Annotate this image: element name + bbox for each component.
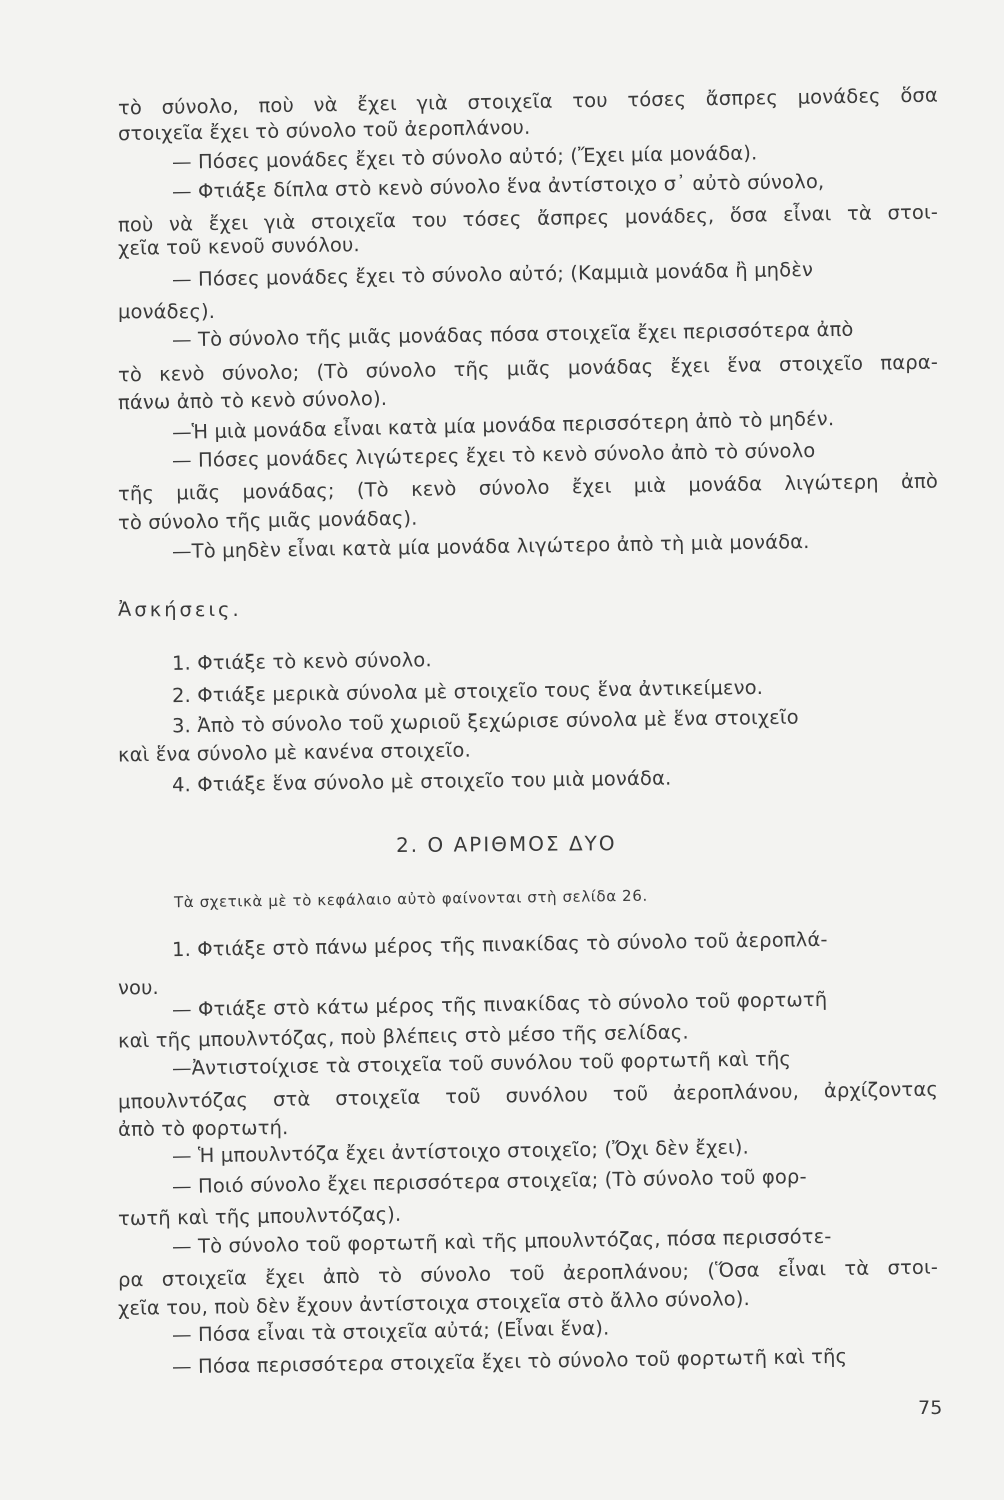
chapter-heading: 2. Ο ΑΡΙΘΜΟΣ ΔΥΟ	[395, 831, 617, 857]
body-line: —Ἀντιστοίχισε τὰ στοιχεῖα τοῦ συνόλου τοῦ φορτωτῆ καὶ τῆς	[171, 1047, 792, 1080]
body-line: τὸ σύνολο τῆς μιᾶς μονάδας).	[117, 506, 418, 535]
body-line: — Πόσες μονάδες ἔχει τὸ σύνολο αὐτό; (Ἔχει μία μονάδα).	[171, 141, 758, 174]
body-line: ποὺ νὰ ἔχει γιὰ στοιχεῖα του τόσες ἄσπρες μονάδες, ὅσα εἶναι τὰ στοι-	[117, 200, 939, 237]
chapter-note: Τὰ σχετικὰ μὲ τὸ κεφάλαιο αὐτὸ φαίνονται στὴ σελίδα 26.	[173, 886, 648, 912]
body-line: — Τὸ σύνολο τῆς μιᾶς μονάδας πόσα στοιχεῖα ἔχει περισσότερα ἀπὸ	[171, 317, 854, 352]
body-line: — Φτιάξε δίπλα στὸ κενὸ σύνολο ἕνα ἀντίστοιχο σ᾽ αὐτὸ σύνολο,	[171, 169, 825, 204]
body-line: — Ἡ μπουλντόζα ἔχει ἀντίστοιχο στοιχεῖο; (Ὄχι δὲν ἔχει).	[171, 1135, 750, 1168]
body-line: μπουλντόζας στὰ στοιχεῖα τοῦ συνόλου τοῦ ἀεροπλάνου, ἀρχίζοντας	[117, 1077, 939, 1114]
body-line: — Πόσες μονάδες λιγώτερες ἔχει τὸ κενὸ σύνολο ἀπὸ τὸ σύνολο	[171, 438, 816, 473]
body-line: καὶ τῆς μπουλντόζας, ποὺ βλέπεις στὸ μέσο τῆς σελίδας.	[117, 1020, 689, 1053]
body-line: — Πόσες μονάδες ἔχει τὸ σύνολο αὐτό; (Καμμιὰ μονάδα ἢ μηδὲν	[171, 257, 814, 292]
body-line: χεῖα τοῦ κενοῦ συνόλου.	[117, 233, 360, 260]
body-line: μονάδες).	[118, 300, 216, 323]
body-line: τὸ κενὸ σύνολο; (Τὸ σύνολο τῆς μιᾶς μονάδας ἔχει ἕνα στοιχεῖο παρα-	[117, 350, 939, 387]
exercise-item: 4. Φτιάξε ἕνα σύνολο μὲ στοιχεῖο του μιὰ μονάδα.	[171, 766, 672, 797]
body-line: —Τὸ μηδὲν εἶναι κατὰ μία μονάδα λιγώτερο ἀπὸ τὴ μιὰ μονάδα.	[171, 529, 810, 564]
body-line: χεῖα του, ποὺ δὲν ἔχουν ἀντίστοιχα στοιχεῖα στὸ ἄλλο σύνολο).	[117, 1287, 751, 1320]
exercises-title: Ἀσκήσεις.	[118, 598, 242, 621]
body-line: ρα στοιχεῖα ἔχει ἀπὸ τὸ σύνολο τοῦ ἀεροπλάνου; (Ὅσα εἶναι τὰ στοι-	[117, 1255, 939, 1292]
exercise-item: 2. Φτιάξε μερικὰ σύνολα μὲ στοιχεῖο τους ἕνα ἀντικείμενο.	[171, 675, 764, 708]
body-line: 1. Φτιάξε στὸ πάνω μέρος τῆς πινακίδας τὸ σύνολο τοῦ ἀεροπλά-	[171, 927, 828, 962]
body-line: τὸ σύνολο, ποὺ νὰ ἔχει γιὰ στοιχεῖα του τόσες ἄσπρες μονάδες ὅσα	[117, 83, 939, 120]
body-line: στοιχεῖα ἔχει τὸ σύνολο τοῦ ἀεροπλάνου.	[117, 115, 531, 146]
body-line: — Πόσα περισσότερα στοιχεῖα ἔχει τὸ σύνολο τοῦ φορτωτῆ καὶ τῆς	[171, 1344, 848, 1379]
page-number: 75	[918, 1397, 943, 1419]
body-line: ἀπὸ τὸ φορτωτή.	[117, 1116, 289, 1141]
body-line: — Πόσα εἶναι τὰ στοιχεῖα αὐτά; (Εἶναι ἕνα).	[171, 1316, 610, 1347]
body-line: τῆς μιᾶς μονάδας; (Τὸ κενὸ σύνολο ἔχει μιὰ μονάδα λιγώτερη ἀπὸ	[117, 469, 939, 506]
body-line: — Τὸ σύνολο τοῦ φορτωτῆ καὶ τῆς μπουλντόζας, πόσα περισσότε-	[171, 1224, 832, 1259]
body-line: τωτῆ καὶ τῆς μπουλντόζας).	[117, 1202, 402, 1231]
exercise-item: 1. Φτιάξε τὸ κενὸ σύνολο.	[171, 648, 432, 675]
body-line: — Ποιό σύνολο ἔχει περισσότερα στοιχεῖα; (Τὸ σύνολο τοῦ φορ-	[171, 1165, 807, 1198]
body-line: πάνω ἀπὸ τὸ κενὸ σύνολο).	[117, 386, 388, 415]
body-line: νου.	[118, 976, 159, 999]
body-line: — Φτιάξε στὸ κάτω μέρος τῆς πινακίδας τὸ σύνολο τοῦ φορτωτῆ	[171, 987, 828, 1022]
exercise-item: καὶ ἕνα σύνολο μὲ κανένα στοιχεῖο.	[117, 738, 472, 767]
body-line: —Ἡ μιὰ μονάδα εἶναι κατὰ μία μονάδα περισσότερη ἀπὸ τὸ μηδέν.	[171, 407, 835, 444]
exercise-item: 3. Ἀπὸ τὸ σύνολο τοῦ χωριοῦ ξεχώρισε σύνολα μὲ ἕνα στοιχεῖο	[171, 705, 799, 738]
